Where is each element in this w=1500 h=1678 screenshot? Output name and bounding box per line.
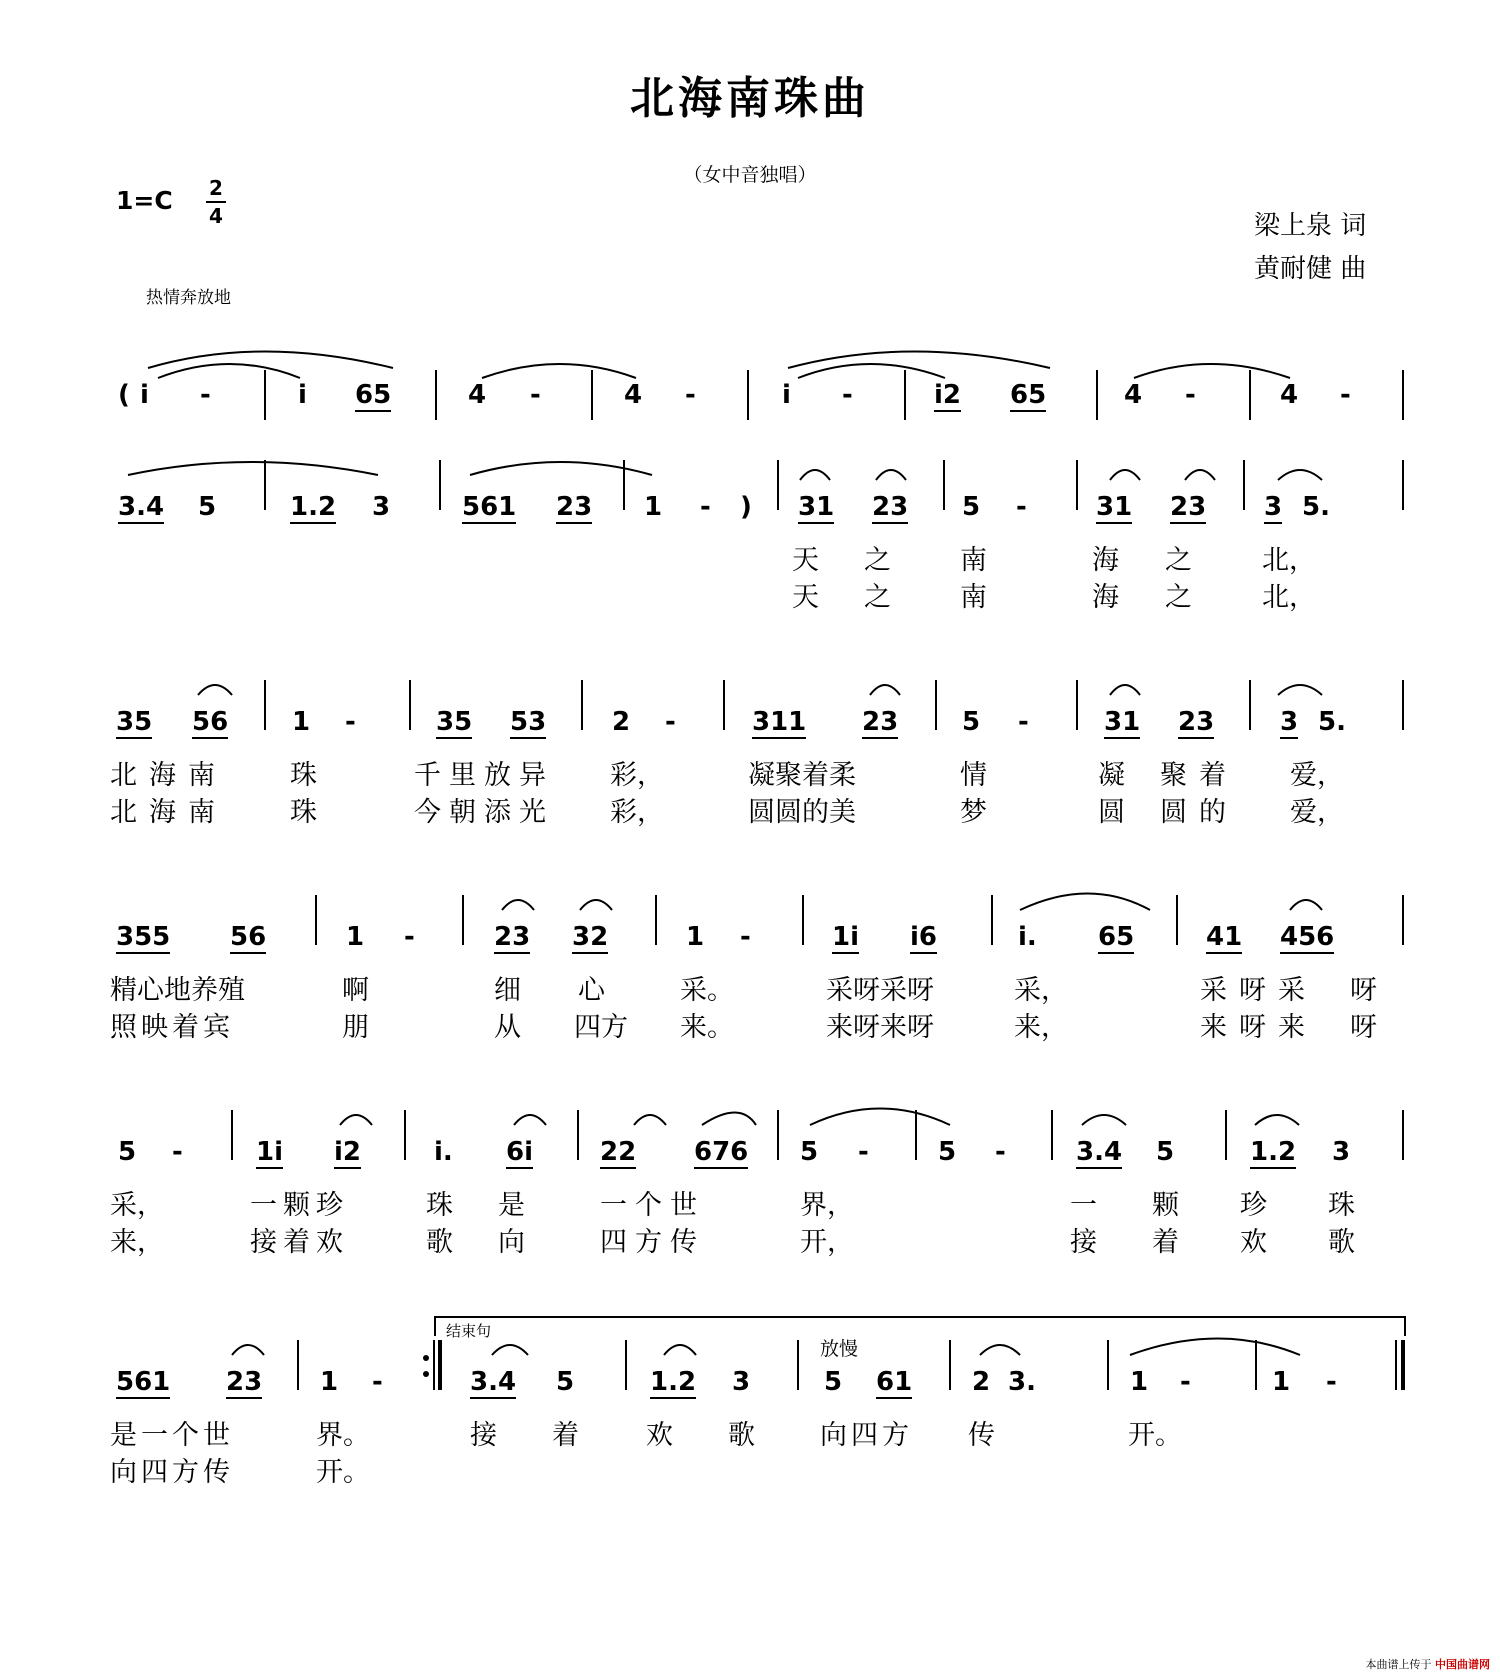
- lyric: 采。: [680, 975, 734, 1006]
- note: 23: [872, 492, 909, 522]
- lyric: 凝: [1098, 760, 1125, 791]
- lyric: 采呀采呀: [826, 975, 934, 1006]
- note: 4: [1124, 380, 1143, 410]
- note: 456: [1280, 922, 1335, 952]
- lyric: 圆: [1098, 797, 1125, 828]
- lyric: 之: [864, 545, 891, 576]
- note: 3.4: [118, 492, 165, 522]
- note: 65: [1010, 380, 1047, 410]
- ending-label: 结束句: [446, 1322, 492, 1340]
- lyric: 接: [1070, 1227, 1097, 1258]
- song-title: 北海南珠曲: [630, 73, 870, 124]
- lyric: 颗: [1152, 1190, 1179, 1221]
- note: 32: [572, 922, 609, 952]
- note: 676: [694, 1137, 749, 1167]
- note: 311: [752, 707, 807, 737]
- lyric: 呀: [1350, 1012, 1377, 1043]
- note: 65: [355, 380, 392, 410]
- lyric: 欢: [646, 1420, 673, 1451]
- note: -: [995, 1137, 1006, 1167]
- lyric: 爱，: [1290, 760, 1344, 791]
- note: 1i: [832, 922, 860, 952]
- note: -: [700, 492, 711, 522]
- note: 53: [510, 707, 547, 737]
- note: -: [200, 380, 211, 410]
- note: 561: [116, 1367, 171, 1397]
- note: i6: [910, 922, 938, 952]
- note: 1: [686, 922, 705, 952]
- note: 5: [1156, 1137, 1175, 1167]
- lyric: 海: [1092, 545, 1119, 576]
- lyric: 今朝添光: [414, 797, 554, 828]
- note: 31: [1104, 707, 1141, 737]
- note: -: [1340, 380, 1351, 410]
- lyric: 来。: [680, 1012, 734, 1043]
- note: 2: [612, 707, 631, 737]
- note: 3.4: [1076, 1137, 1123, 1167]
- note: -: [172, 1137, 183, 1167]
- note: 23: [862, 707, 899, 737]
- song-subtitle: （女中音独唱）: [683, 164, 817, 186]
- note: 1: [346, 922, 365, 952]
- lyric: 着: [1152, 1227, 1179, 1258]
- note: 23: [556, 492, 593, 522]
- note: -: [1016, 492, 1027, 522]
- lyric: 照映着宾: [110, 1012, 234, 1043]
- note: 5: [962, 707, 981, 737]
- note: -: [665, 707, 676, 737]
- lyric: 界。: [316, 1420, 370, 1451]
- note: 23: [1170, 492, 1207, 522]
- lyric: 一: [1070, 1190, 1097, 1221]
- note: 61: [876, 1367, 913, 1397]
- note: 5: [556, 1367, 575, 1397]
- lyric: 珍: [1240, 1190, 1267, 1221]
- note: 56: [192, 707, 229, 737]
- lyric: 朋: [342, 1012, 369, 1043]
- note: 31: [798, 492, 835, 522]
- lyric: 珠: [1328, 1190, 1355, 1221]
- note: i: [782, 380, 791, 410]
- lyric: 千里放异: [414, 760, 554, 791]
- lyric: 一颗珍: [250, 1190, 349, 1221]
- lyric: 开，: [800, 1227, 854, 1258]
- note: 23: [494, 922, 531, 952]
- lyric: 聚着: [1160, 760, 1238, 791]
- lyric: 采，: [110, 1190, 164, 1221]
- note: i.: [1018, 922, 1037, 952]
- lyric: 心: [578, 975, 605, 1006]
- lyric: 爱，: [1290, 797, 1344, 828]
- note: i.: [434, 1137, 453, 1167]
- note: 1: [1272, 1367, 1291, 1397]
- score-system-2: [0, 455, 1500, 625]
- note: -: [1326, 1367, 1337, 1397]
- note: 31: [1096, 492, 1133, 522]
- note: 3: [372, 492, 391, 522]
- lyric: 凝聚着柔: [748, 760, 856, 791]
- lyric: 从: [494, 1012, 521, 1043]
- lyric: 歌: [426, 1227, 453, 1258]
- note: 5: [800, 1137, 819, 1167]
- lyric: 来，: [110, 1227, 164, 1258]
- lyric: 界，: [800, 1190, 854, 1221]
- lyric: 天: [792, 582, 819, 613]
- slow-marking: 放慢: [820, 1338, 859, 1360]
- note: 23: [1178, 707, 1215, 737]
- lyric: 圆的: [1160, 797, 1238, 828]
- note: 5: [824, 1367, 843, 1397]
- note: 23: [226, 1367, 263, 1397]
- lyric: 传: [968, 1420, 995, 1451]
- lyric: 细: [494, 975, 521, 1006]
- lyric: 一个世: [600, 1190, 705, 1221]
- lyric: 来，: [1014, 1012, 1068, 1043]
- lyric: 采呀采: [1200, 975, 1317, 1006]
- lyric: 啊: [342, 975, 369, 1006]
- note: 1.2: [1250, 1137, 1297, 1167]
- lyric: 海: [1092, 582, 1119, 613]
- score-system-5: [0, 1100, 1500, 1270]
- lyric: 北，: [1262, 545, 1316, 576]
- note: 3.: [1008, 1367, 1036, 1397]
- note: 5: [962, 492, 981, 522]
- note: 1.2: [650, 1367, 697, 1397]
- note: -: [372, 1367, 383, 1397]
- note: 5: [938, 1137, 957, 1167]
- note: 1: [644, 492, 663, 522]
- note: 2: [972, 1367, 991, 1397]
- note: 4: [1280, 380, 1299, 410]
- lyric: 歌: [1328, 1227, 1355, 1258]
- lyric: 向四方: [820, 1420, 913, 1451]
- note: -: [685, 380, 696, 410]
- lyric: 北海南: [110, 797, 227, 828]
- lyricist-credit: 梁上泉 词: [1254, 211, 1367, 241]
- lyric: 天: [792, 545, 819, 576]
- lyric: 彩，: [610, 760, 664, 791]
- note: 4: [468, 380, 487, 410]
- score-system-6: [0, 1330, 1500, 1500]
- lyric: 接着欢: [250, 1227, 349, 1258]
- lyric: 着: [552, 1420, 579, 1451]
- lyric: 圆圆的美: [748, 797, 856, 828]
- lyric: 北，: [1262, 582, 1316, 613]
- note: 35: [436, 707, 473, 737]
- note: 56: [230, 922, 267, 952]
- note: 35: [116, 707, 153, 737]
- note: 4: [624, 380, 643, 410]
- note: -: [740, 922, 751, 952]
- note: 5.: [1302, 492, 1330, 522]
- footer: [1366, 1656, 1491, 1672]
- note: 1: [320, 1367, 339, 1397]
- lyric: 北海南: [110, 760, 227, 791]
- note: i2: [334, 1137, 362, 1167]
- lyric: 珠: [290, 760, 317, 791]
- note: -: [1018, 707, 1029, 737]
- tempo-marking: 热情奔放地: [146, 288, 231, 308]
- lyric: 开。: [316, 1457, 370, 1488]
- note: 3.4: [470, 1367, 517, 1397]
- footer-text: 本曲谱上传于: [1365, 1658, 1432, 1671]
- note: 1i: [256, 1137, 284, 1167]
- note: 1: [292, 707, 311, 737]
- note: 355: [116, 922, 171, 952]
- time-signature-top: 2: [209, 176, 223, 200]
- lyric: 采，: [1014, 975, 1068, 1006]
- lyric: 向: [498, 1227, 525, 1258]
- note: 1: [1130, 1367, 1149, 1397]
- lyric: 开。: [1128, 1420, 1182, 1451]
- lyric: 接: [470, 1420, 497, 1451]
- note: 561: [462, 492, 517, 522]
- note: 3: [1332, 1137, 1351, 1167]
- note: -: [404, 922, 415, 952]
- note: -: [530, 380, 541, 410]
- time-signature-bottom: 4: [209, 204, 223, 228]
- lyric: 欢: [1240, 1227, 1267, 1258]
- lyric: 歌: [728, 1420, 755, 1451]
- lyric: 呀: [1350, 975, 1377, 1006]
- slurs-and-barlines: [0, 330, 1500, 410]
- lyric: 四方传: [600, 1227, 705, 1258]
- lyric: 来呀来呀: [826, 1012, 934, 1043]
- note: 22: [600, 1137, 637, 1167]
- note: 5: [198, 492, 217, 522]
- lyric: 南: [960, 545, 987, 576]
- key-signature: 1=C: [116, 186, 173, 215]
- lyric: 彩，: [610, 797, 664, 828]
- lyric: 是一个世: [110, 1420, 234, 1451]
- note: 3: [1280, 707, 1299, 737]
- note: i: [298, 380, 307, 410]
- note: -: [842, 380, 853, 410]
- note: 6i: [506, 1137, 534, 1167]
- note: -: [1185, 380, 1196, 410]
- note: -: [345, 707, 356, 737]
- note: 3: [1264, 492, 1283, 522]
- lyric: 是: [498, 1190, 525, 1221]
- note: 5.: [1318, 707, 1346, 737]
- note: 5: [118, 1137, 137, 1167]
- score-system-3: [0, 670, 1500, 840]
- lyric: 来呀来: [1200, 1012, 1317, 1043]
- note: i2: [934, 380, 962, 410]
- note: -: [1180, 1367, 1191, 1397]
- lyric: 珠: [426, 1190, 453, 1221]
- composer-credit: 黄耐健 曲: [1254, 254, 1367, 284]
- time-signature: [206, 176, 226, 228]
- site-logo: 中国曲谱网: [1435, 1658, 1490, 1671]
- note: i: [140, 380, 149, 410]
- paren-open: (: [118, 380, 130, 410]
- lyric: 梦: [960, 797, 987, 828]
- score-system-4: [0, 885, 1500, 1055]
- lyric: 之: [1165, 545, 1192, 576]
- note: 41: [1206, 922, 1243, 952]
- lyric: 之: [1165, 582, 1192, 613]
- lyric: 四方: [574, 1012, 628, 1043]
- note: 3: [732, 1367, 751, 1397]
- lyric: 南: [960, 582, 987, 613]
- lyric: 情: [960, 760, 987, 791]
- lyric: 之: [864, 582, 891, 613]
- lyric: 珠: [290, 797, 317, 828]
- lyric: 精心地养殖: [110, 975, 245, 1006]
- note: 65: [1098, 922, 1135, 952]
- note: 1.2: [290, 492, 337, 522]
- note: -: [858, 1137, 869, 1167]
- lyric: 向四方传: [110, 1457, 234, 1488]
- paren-close: ): [740, 492, 752, 522]
